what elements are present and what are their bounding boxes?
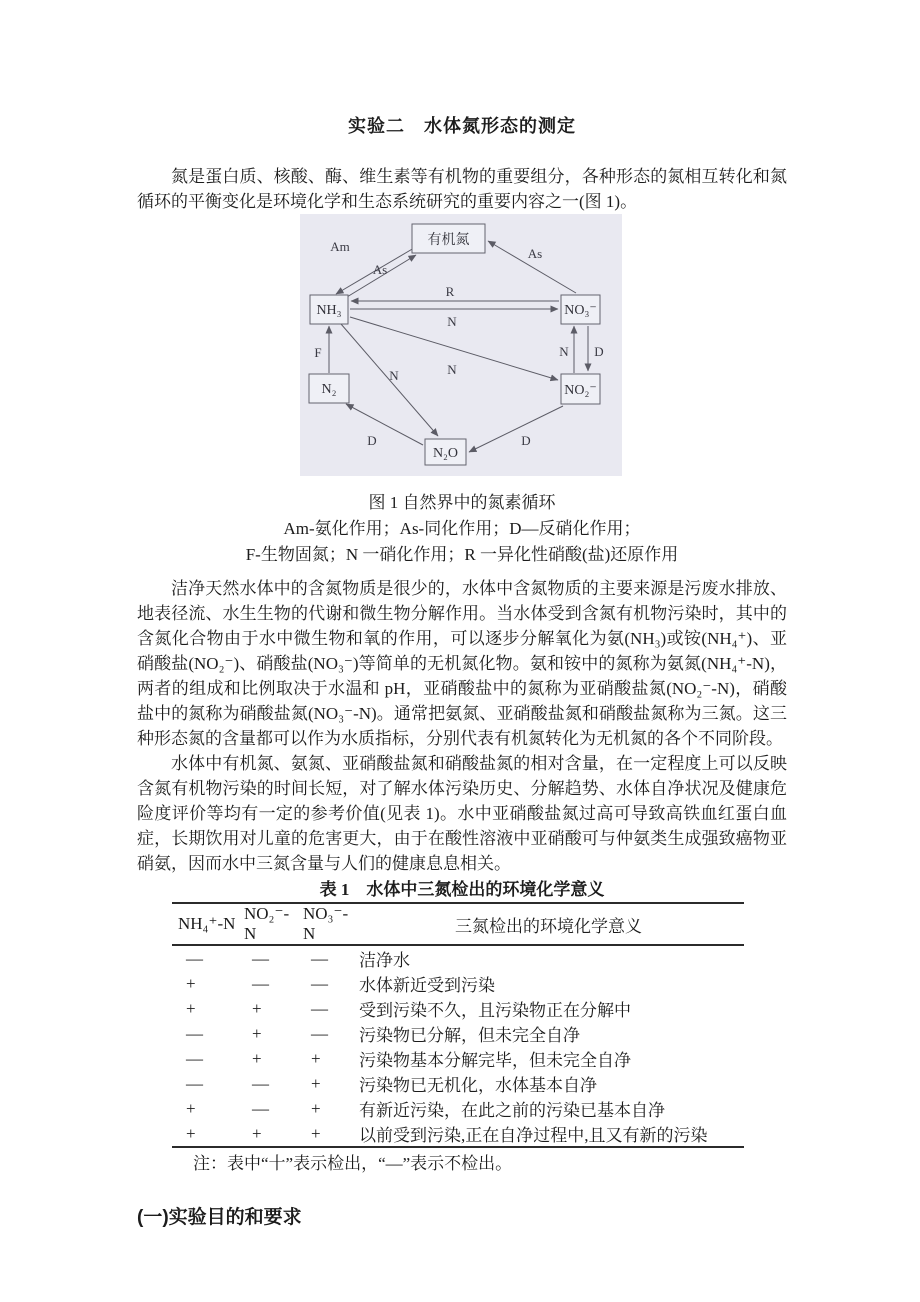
diagram-node-no2-label: NO₂⁻ [564,383,597,398]
table-cell: 污染物已无机化，水体基本自净 [359,1076,597,1095]
table-cell: — [186,1023,203,1043]
table-cell: 污染物基本分解完毕，但未完全自净 [359,1051,631,1070]
table-cell: + [186,973,196,993]
table-cell: + [186,998,196,1018]
table-cell: + [252,998,262,1018]
table-header-meaning: 三氮检出的环境化学意义 [353,903,744,945]
diagram-node-no2 [561,374,600,404]
figure-caption-title: 图 1 自然界中的氮素循环 [368,493,556,512]
table-cell: — [252,1098,269,1118]
table-cell: — [311,998,328,1018]
table-cell: 洁净水 [359,951,410,970]
table-header-nh4: NH₄⁺-N [172,903,238,945]
table-note: 注：表中“十”表示检出，“—”表示不检出。 [193,1154,513,1173]
edge-label-n-n2o: N [389,368,399,383]
table-cell: — [311,948,328,968]
table-cell: — [252,1073,269,1093]
table-cell: + [252,1023,262,1043]
table-header-row [172,903,744,945]
table-cell: + [252,1048,262,1068]
table-row [172,1121,744,1147]
edge-label-d-n2o: D [521,433,531,448]
table-cell: 受到污染不久，且污染物正在分解中 [359,1001,631,1020]
diagram-node-n2 [309,374,349,403]
edge-label-d-n2: D [367,433,377,448]
diagram-node-no3-label: NO₃⁻ [564,303,597,318]
page-title: 实验二 水体氮形态的测定 [348,116,576,136]
table-row [172,945,744,971]
table-row [172,996,744,1021]
table-cell: + [252,1123,262,1143]
edge-label-r: R [445,284,455,299]
table-cell: 以前受到污染,正在自净过程中,且又有新的污染 [359,1126,708,1145]
edge-label-n-horiz: N [447,314,457,329]
section-heading: (一)实验目的和要求 [137,1207,302,1228]
document-content [0,112,920,1229]
diagram-node-organic-n [412,224,485,253]
table-cell: — [311,973,328,993]
figure-caption-legend2: F-生物固氮；N 一硝化作用；R 一异化性硝酸(盐)还原作用 [245,545,679,564]
diagram-node-no3 [561,295,600,324]
table-cell: + [311,1098,321,1118]
diagram-node-nh3 [310,295,348,324]
edge-label-d-down: D [594,344,604,359]
table-row [172,1071,744,1096]
table-header-no2: NO₂⁻-N [238,903,297,945]
edge-label-n-no2: N [447,362,457,377]
figure-caption-legend1: Am-氨化作用；As-同化作用；D—反硝化作用； [283,519,641,538]
diagram-node-organic-n-label: 有机氮 [427,233,470,248]
edge-label-f: F [314,345,322,360]
diagram-node-n2-label: N₂ [321,382,337,397]
table-cell: 水体新近受到污染 [359,976,495,995]
table-header-no3: NO₃⁻-N [297,903,353,945]
table-cell: + [186,1098,196,1118]
table-cell: — [311,1023,328,1043]
diagram-node-n2o-label: N₂O [432,446,459,461]
diagram-node-n2o [425,439,466,465]
table-cell: 有新近污染，在此之前的污染已基本自净 [359,1101,665,1120]
table-cell: — [252,948,269,968]
table-cell: — [186,1048,203,1068]
table-cell: — [252,973,269,993]
edge-label-as-right: As [527,246,543,261]
paragraph-nitrogen-forms: 洁净天然水体中的含氮物质是很少的，水体中含氮物质的主要来源是污废水排放、地表径流、水生生物的代谢和微生物分解作用。当水体受到含氮有机物污染时，其中的含氮化合物由于水中微生物和氧的作用，可以逐步分解氧化为氨(NH₃)或铵(NH₄⁺)、亚硝酸盐(NO₂⁻)、硝酸盐(NO₃⁻)等简单的无机氮化物。氨和铵中的氮称为氨氮(NH₄⁺-N)，两者的组成和比例取决于水温和 pH，亚硝酸盐中的氮称为亚硝酸盐氮(NO₂⁻-N)，硝酸盐中的氮称为硝酸盐氮(NO₃⁻-N)。通常把氨氮、亚硝酸盐氮和硝酸盐氮称为三氮。这三种形态氮的含量都可以作为水质指标，分别代表有机氮转化为无机氮的各个不同阶段。 [137,579,787,748]
table-cell: + [311,1073,321,1093]
table-title: 表 1 水体中三氮检出的环境化学意义 [319,880,605,899]
edge-label-n-up: N [559,344,569,359]
table-row [172,1046,744,1071]
table-cell: — [186,948,203,968]
table-cell: + [186,1123,196,1143]
three-nitrogen-table [172,902,744,1148]
edge-label-am: Am [330,239,350,254]
table-row [172,1021,744,1046]
diagram-node-nh3-label: NH₃ [316,303,342,318]
table-cell: 污染物已分解，但未完全自净 [359,1026,580,1045]
table-row [172,1096,744,1121]
table-row [172,971,744,996]
table-cell: + [311,1123,321,1143]
paragraph-significance: 水体中有机氮、氨氮、亚硝酸盐氮和硝酸盐氮的相对含量，在一定程度上可以反映含氮有机物污染的时间长短，对了解水体污染历史、分解趋势、水体自净状况及健康危险度评价等均有一定的参考价值(见表 1)。水中亚硝酸盐氮过高可导致高铁血红蛋白血症，长期饮用对儿童的危害更大，由于在酸性溶液中亚硝酸可与仲氨类生成强致癌物亚硝氨，因而水中三氮含量与人们的健康息息相关。 [137,754,787,873]
edge-label-as-left: As [372,262,388,277]
table-cell: — [186,1073,203,1093]
table-cell: + [311,1048,321,1068]
nitrogen-cycle-diagram [300,214,622,476]
paragraph-intro: 氮是蛋白质、核酸、酶、维生素等有机物的重要组分，各种形态的氮相互转化和氮循环的平衡变化是环境化学和生态系统研究的重要内容之一(图 1)。 [137,167,787,211]
